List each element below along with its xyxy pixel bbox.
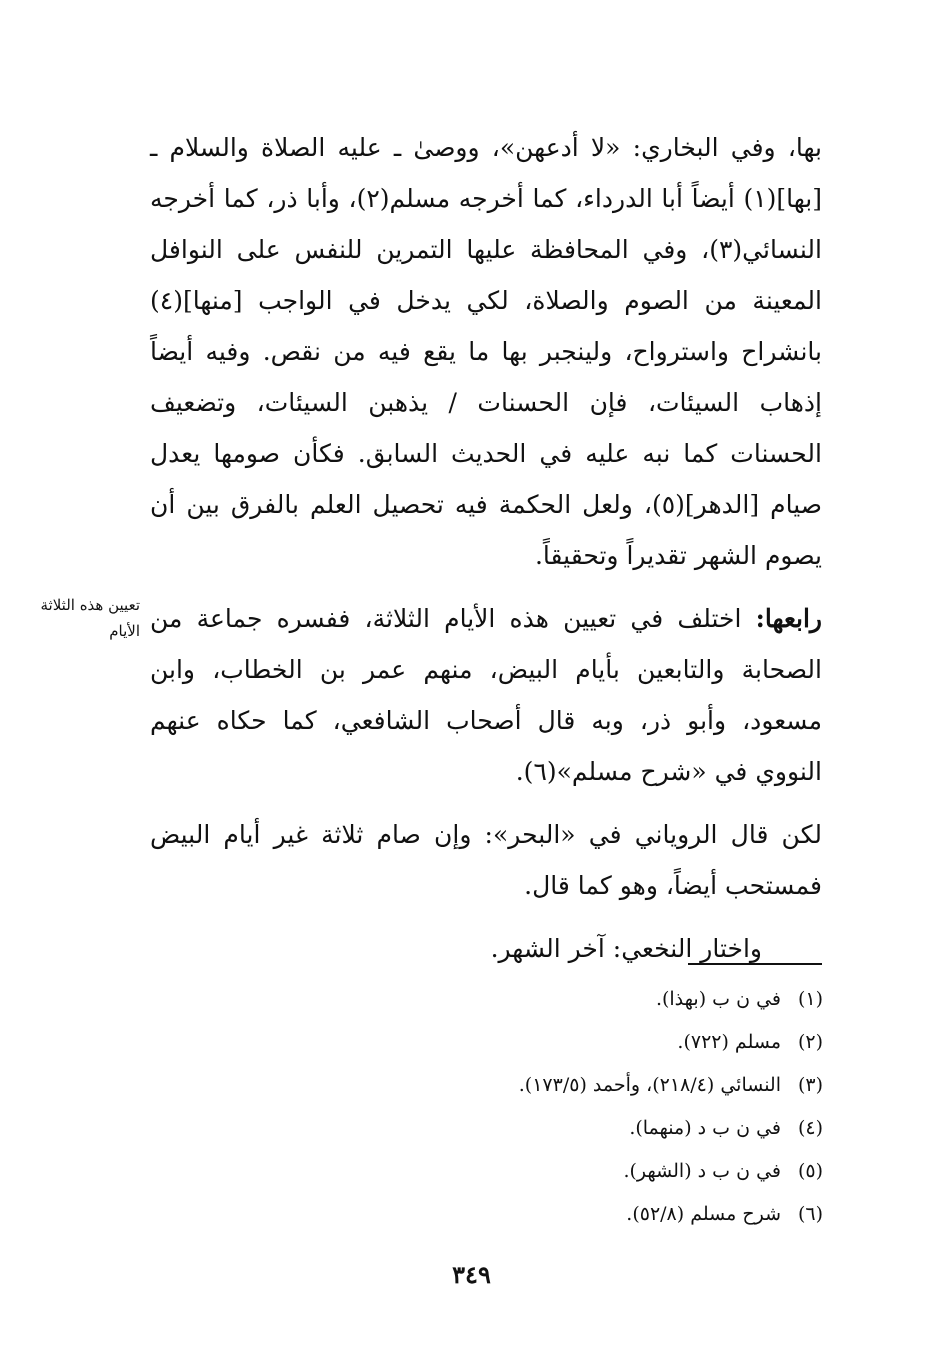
footnote-text: النسائي (٢١٨/٤)، وأحمد (١٧٣/٥). (518, 1074, 781, 1096)
footnote (223, 1107, 823, 1150)
footnote (223, 1193, 823, 1236)
footnote (223, 978, 823, 1021)
footnote (223, 1064, 823, 1107)
footnotes (223, 978, 823, 1236)
page-number: ٣٤٩ (452, 1260, 491, 1289)
paragraph-3: لكن قال الروياني في «البحر»: وإن صام ثلاثة غير أيام البيض فمستحب أيضاً، وهو كما قال. (150, 820, 823, 900)
main-text (150, 122, 822, 974)
footnote-number: (٥) (797, 1160, 823, 1182)
paragraph-4: واختار النخعي: آخر الشهر. (490, 934, 762, 963)
footnote-text: شرح مسلم (٥٢/٨). (626, 1203, 781, 1225)
footnote-separator (688, 963, 822, 965)
margin-note: تعيين هذه الثلاثة الأيام (40, 596, 140, 640)
footnote-text: في ن ب (بهذا). (655, 988, 781, 1010)
footnote-text: مسلم (٧٢٢). (677, 1031, 781, 1053)
footnote-number: (٣) (797, 1074, 823, 1096)
footnote-text: في ن ب د (منهما). (629, 1117, 781, 1139)
footnote (223, 1021, 823, 1064)
footnote-number: (١) (797, 988, 823, 1010)
paragraph-2 (150, 593, 822, 797)
paragraph-lead: رابعها: (755, 604, 822, 633)
footnote-text: في ن ب د (الشهر). (623, 1160, 781, 1182)
footnote (223, 1150, 823, 1193)
footnote-number: (٤) (797, 1117, 823, 1139)
paragraph-1: بها، وفي البخاري: «لا أدعهن»، ووصىٰ ـ عليه الصلاة والسلام ـ [بها](١) أيضاً أبا الدرداء، كما أخرجه مسلم(٢)، وأبا ذر، كما أخرجه النسائي(٣)، وفي المحافظة عليها التمرين للنفس على النوافل المعينة من الصوم والصلاة، لكي يدخل في الواجب [منها](٤) بانشراح واسترواح، ولينجبر بها ما يقع فيه من نقص. وفيه أيضاً إذهاب السيئات، فإن الحسنات / يذهبن السيئات، وتضعيف الحسنات كما نبه عليه في الحديث السابق. فكأن صومها يعدل صيام [الدهر](٥)، ولعل الحكمة فيه تحصيل العلم بالفرق بين أن يصوم الشهر تقديراً وتحقيقاً. (150, 133, 822, 570)
paragraph-2-text: اختلف في تعيين هذه الأيام الثلاثة، ففسره جماعة من الصحابة والتابعين بأيام البيض، منهم عمر بن الخطاب، وابن مسعود، وأبو ذر، وبه قال أصحاب الشافعي، كما حكاه عنهم النووي في «شرح مسلم»(٦). (150, 604, 822, 786)
footnote-number: (٢) (797, 1031, 823, 1053)
footnote-number: (٦) (797, 1203, 823, 1225)
